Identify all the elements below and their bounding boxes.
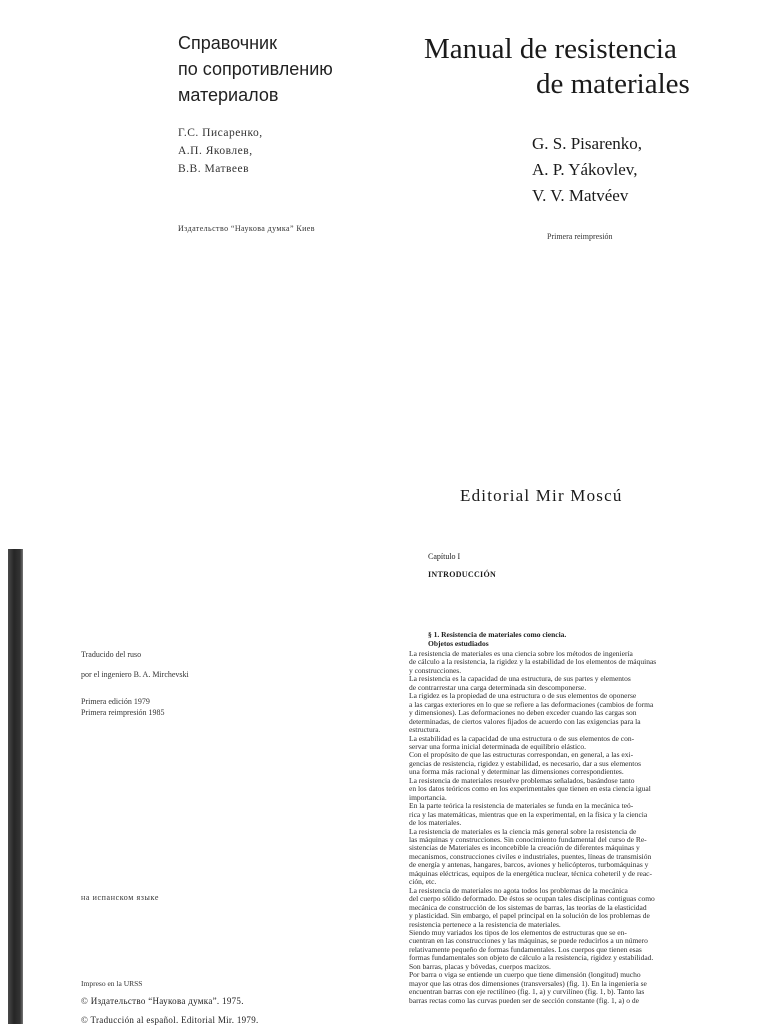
body-line: de cálculo a la resistencia, la rigidez y la estabilidad de los elementos de máquinas — [409, 658, 657, 667]
body-line: mecanismos, construcciones civiles e industriales, puentes, líneas de transmisión — [409, 852, 652, 861]
body-line: de los materiales. — [409, 819, 462, 828]
russian-title-line: Справочник — [178, 33, 277, 53]
body-line: sistencias de Materiales es inconcebible la creación de diferentes máquinas y — [409, 844, 640, 853]
body-line: formas fundamentales son objeto de cálculo a la resistencia, rigidez y estabilidad. — [409, 954, 654, 963]
body-line: Son barras, placas y bóvedas, cuerpos macizos. — [409, 962, 551, 971]
body-line: La resistencia de materiales no agota todos los problemas de la mecánica — [409, 886, 628, 895]
body-line: importancia. — [409, 793, 447, 802]
section-heading-line: Objetos estudiados — [428, 639, 489, 648]
body-line: servar una forma inicial determinada de equilibrio elástico. — [409, 742, 587, 751]
body-line: encuentran barras con eje rectilíneo (fig. 1, a) y curvilíneo (fig. 1, b). Tanto las — [409, 988, 645, 997]
first-edition: Primera edición 1979 — [81, 697, 150, 706]
body-line: La resistencia es la capacidad de una estructura, de sus partes y elementos — [409, 675, 631, 684]
spanish-author: A. P. Yákovlev, — [532, 160, 638, 179]
body-line: barras rectas como las curvas pueden ser de sección constante (fig. 1, a) o de — [409, 996, 639, 1005]
body-line: La resistencia de materiales resuelve problemas señalados, basándose tanto — [409, 776, 635, 785]
body-line: una forma más racional y determinar las dimensiones correspondientes. — [409, 768, 624, 777]
body-line: y dimensiones). Las deformaciones no deben exceder cuando las cargas son — [409, 709, 637, 718]
chapter-label: Capítulo I — [428, 552, 461, 561]
body-line: La rigidez es la propiedad de una estructura o de sus elementos de oponerse — [409, 692, 637, 701]
body-line: máquinas eléctricas, equipos de la energética nuclear, técnica coheteril y de reac- — [409, 869, 652, 878]
printed-in: Impreso en la URSS — [81, 979, 143, 988]
russian-publisher: Издательство “Наукова думка” Киев — [178, 224, 315, 233]
russian-author: А.П. Яковлев, — [178, 145, 253, 157]
scan-binding-shadow — [8, 549, 23, 1024]
body-line: mecánica de construcción de los sistemas de barras, las teorías de la elasticidad — [409, 903, 647, 912]
body-line: mayor que las otras dos dimensiones (transversales) (fig. 1). En la ingeniería se — [409, 979, 647, 988]
russian-title-line: по сопротивлению — [178, 59, 333, 79]
section-heading-line: § 1. Resistencia de materiales como ciencia. — [428, 630, 567, 639]
body-line: de energía y antenas, hangares, barcos, aviones y helicópteros, turbomáquinas y — [409, 861, 649, 870]
body-line: rica y las matemáticas, mientras que en la experimental, en la física y la ciencia — [409, 810, 648, 819]
body-line: gencias de resistencia, rigidez y estabilidad, es necesario, dar a sus elementos — [409, 759, 641, 768]
first-reprint: Primera reimpresión 1985 — [81, 708, 165, 717]
body-line: ción, etc. — [409, 878, 437, 887]
body-line: las máquinas y construcciones. Sin conocimiento fundamental del curso de Re- — [409, 835, 647, 844]
section-heading — [428, 630, 566, 648]
russian-author: В.В. Матвеев — [178, 163, 250, 175]
body-line: en los datos teóricos como en los experimentales que tienen en esta ciencia igual — [409, 785, 651, 794]
language-note: на испанском языке — [81, 893, 159, 902]
body-line: estructura. — [409, 726, 441, 735]
spanish-authors — [532, 131, 642, 209]
spanish-title-line: de materiales — [536, 68, 690, 100]
spanish-author: G. S. Pisarenko, — [532, 134, 643, 153]
body-line: y plasticidad. Sin embargo, el papel principal en la solución de los problemas de — [409, 912, 650, 921]
body-line: Siendo muy variados los tipos de los elementos de estructuras que se en- — [409, 928, 627, 937]
copyright-russian: © Издательство “Наукова думка”. 1975. — [81, 996, 244, 1006]
russian-title — [178, 30, 333, 108]
body-line: relativamente pequeño de formas fundamentales. Los cuerpos que tienen esas — [409, 945, 642, 954]
body-line: resistencia pertenece a la resistencia de materiales. — [409, 920, 561, 929]
body-line: Con el propósito de que las estructuras correspondan, en general, a las exi- — [409, 751, 634, 760]
body-line: cuentran en las construcciones y las máquinas, se puede reducirlos a un número — [409, 937, 648, 946]
publisher-name: Editorial Mir Moscú — [460, 486, 623, 505]
body-line: a las cargas exteriores en lo que se refiere a las deformaciones (cambios de forma — [409, 700, 654, 709]
russian-author: Г.С. Писаренко, — [178, 127, 263, 139]
russian-authors — [178, 124, 263, 178]
spanish-title-line: Manual de resistencia — [424, 33, 677, 65]
body-line: La resistencia de materiales es la ciencia más general sobre la resistencia de — [409, 827, 637, 836]
body-line: y construcciones. — [409, 666, 462, 675]
body-line: de contrarrestar una carga determinada sin descomponerse. — [409, 683, 587, 692]
body-text — [409, 650, 732, 1005]
russian-title-line: материалов — [178, 85, 279, 105]
spanish-title — [424, 32, 690, 102]
body-line: determinadas, de ciertos valores fijados de acuerdo con las exigencias para la — [409, 717, 641, 726]
reprint-note: Primera reimpresión — [547, 232, 613, 241]
body-line: En la parte teórica la resistencia de materiales se funda en la mecánica teó- — [409, 802, 634, 811]
translator-note: por el ingeniero B. A. Mirchevski — [81, 670, 189, 679]
body-line: La resistencia de materiales es una ciencia sobre los métodos de ingeniería — [409, 650, 633, 658]
body-line: Por barra o viga se entiende un cuerpo que tiene dimensión (longitud) mucho — [409, 971, 641, 980]
translation-note: Traducido del ruso — [81, 650, 142, 659]
copyright-spanish: © Traducción al español. Editorial Mir. 1979. — [81, 1015, 259, 1025]
body-line: del cuerpo sólido deformado. De éstos se ocupan tales disciplinas contiguas como — [409, 895, 655, 904]
body-line: La estabilidad es la capacidad de una estructura o de sus elementos de con- — [409, 734, 635, 743]
spanish-author: V. V. Matvéev — [532, 186, 629, 205]
chapter-title: INTRODUCCIÓN — [428, 570, 497, 579]
